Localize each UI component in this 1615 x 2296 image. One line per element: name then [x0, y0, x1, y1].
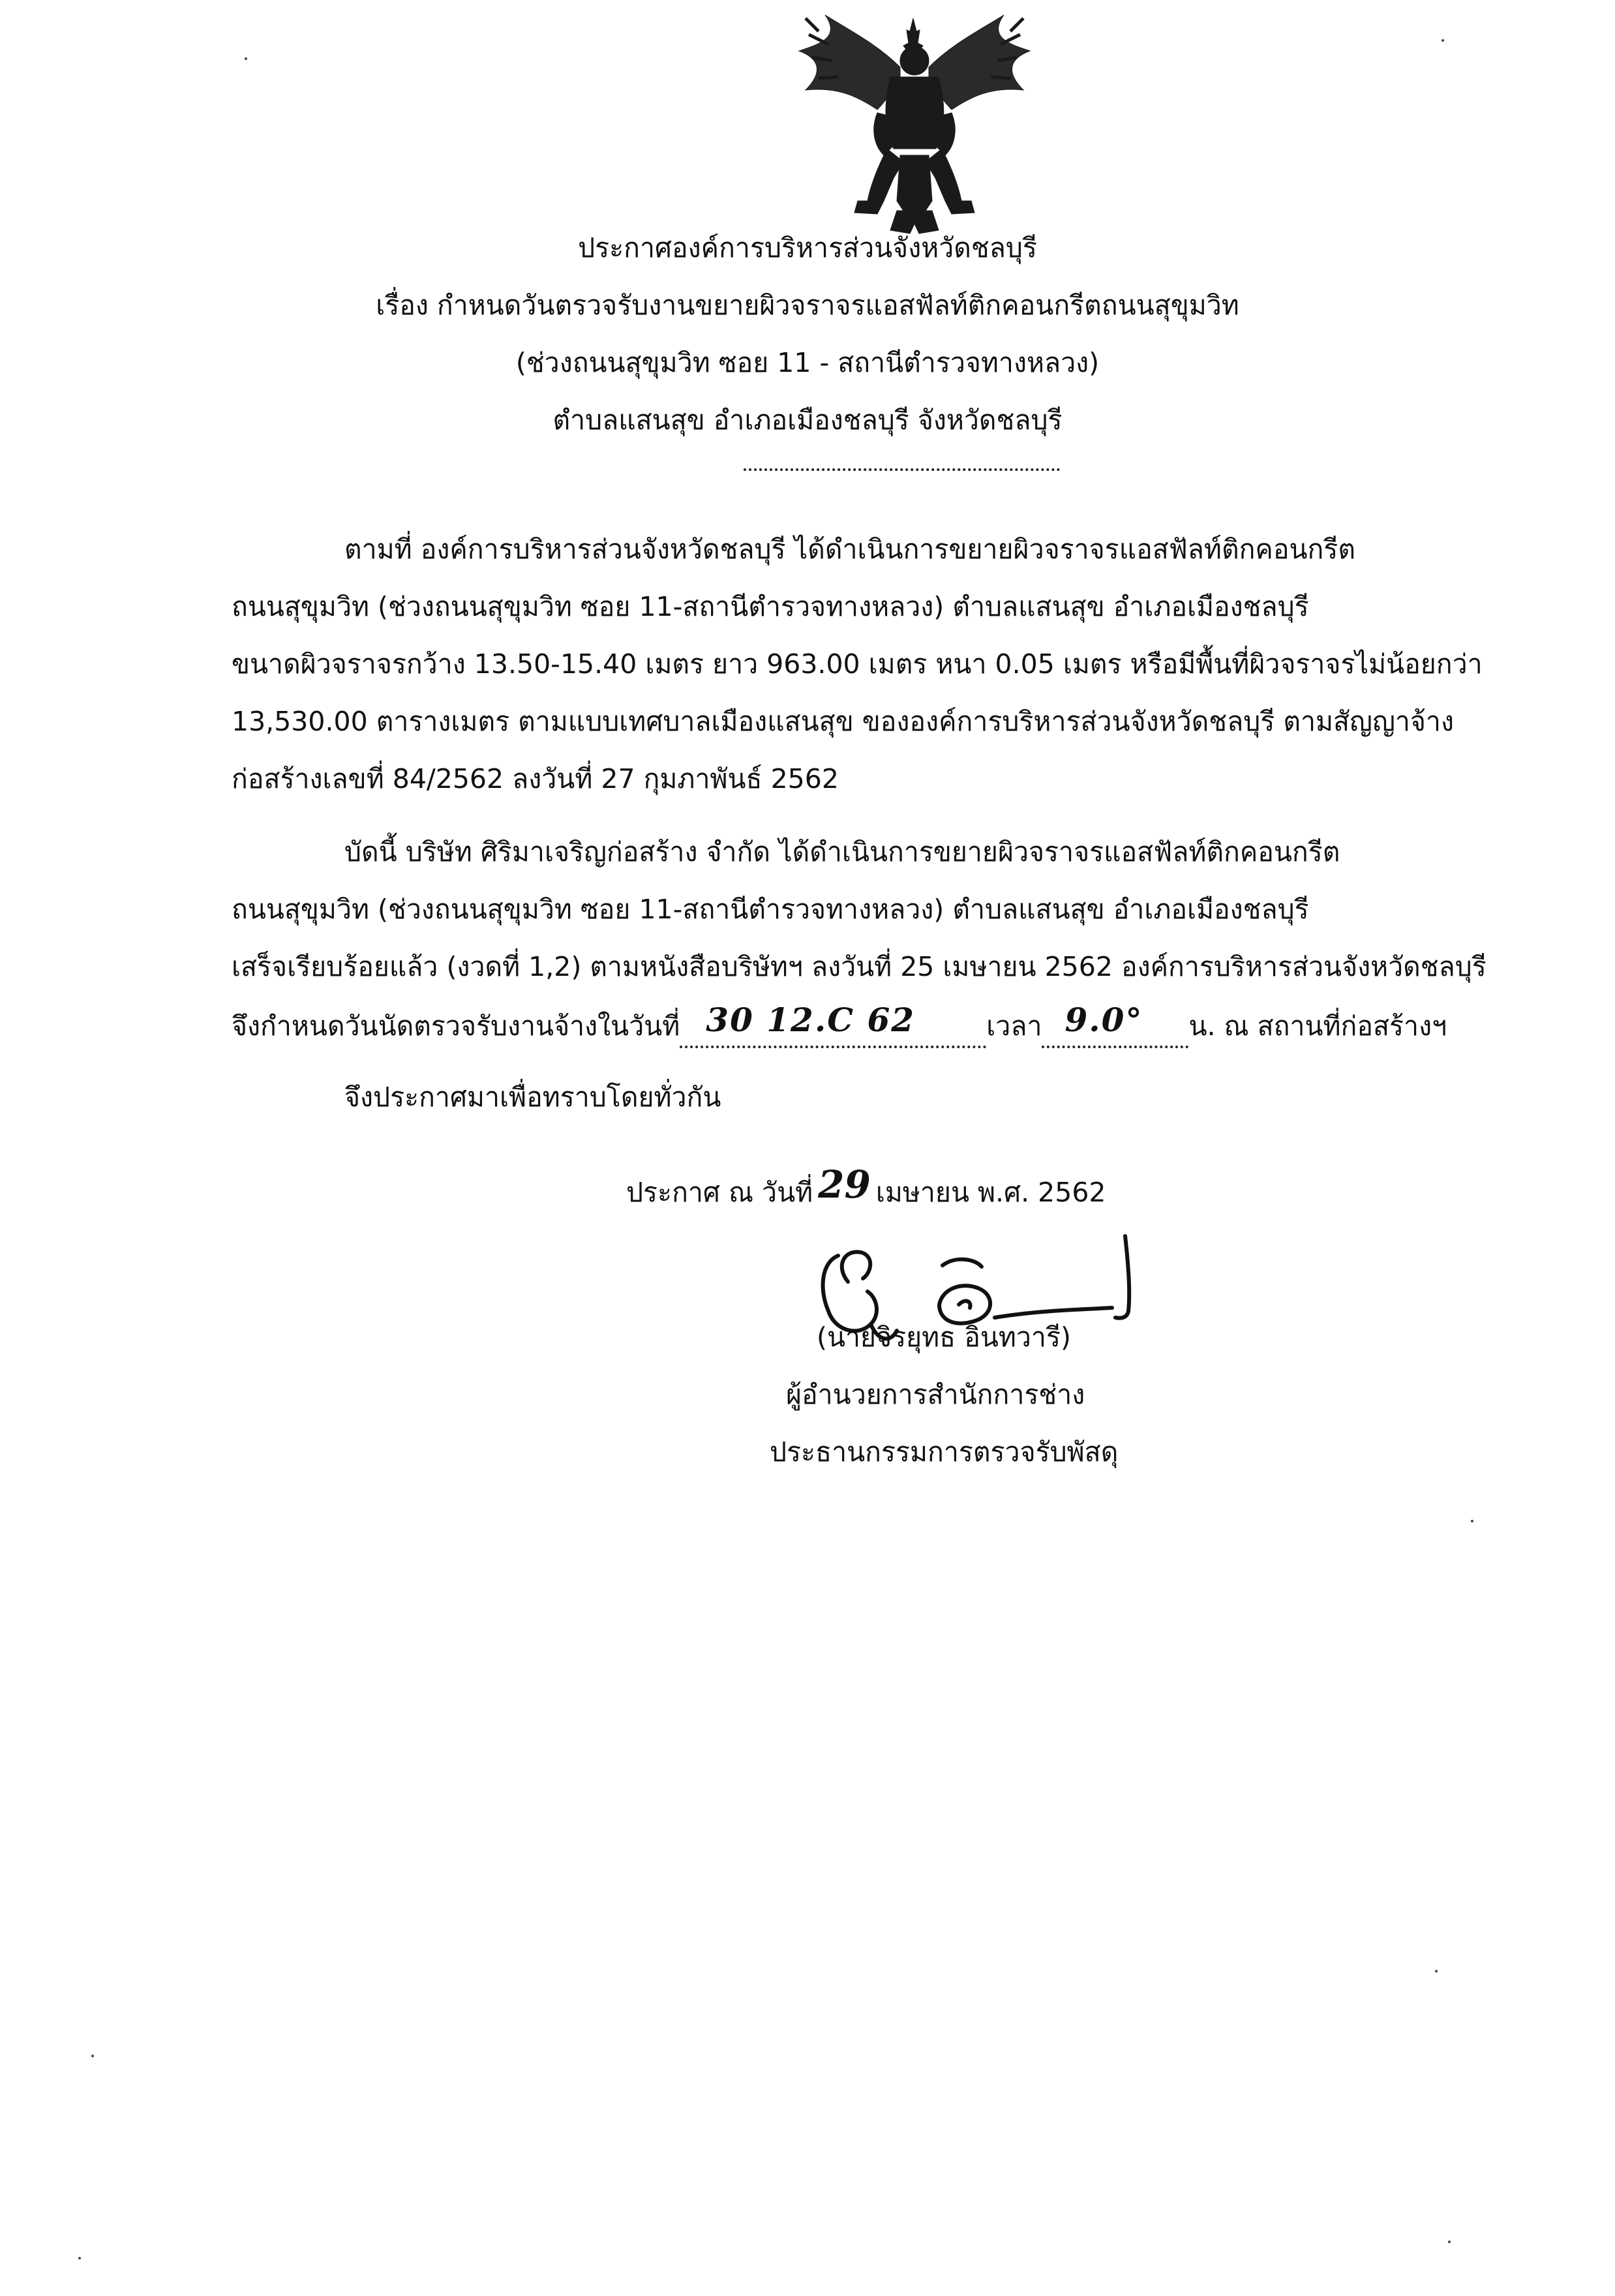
para2-line3: เสร็จเรียบร้อยแล้ว (งวดที่ 1,2) ตามหนังสือบริษัทฯ ลงวันที่ 25 เมษายน 2562 องค์การบริหารส่วนจังหวัดชลบุรี	[232, 951, 1487, 982]
announcement-date	[626, 1162, 1106, 1212]
para2-line4	[232, 1001, 1447, 1048]
appointment-date-handwritten: 30 12.C 62	[706, 1001, 916, 1039]
closing-statement: จึงประกาศมาเพื่อทราบโดยทั่วกัน	[344, 1081, 721, 1113]
appointment-prefix: จึงกำหนดวันนัดตรวจรับงานจ้างในวันที่	[232, 1010, 680, 1042]
header-divider	[744, 468, 1060, 471]
announce-suffix: เมษายน พ.ศ. 2562	[875, 1177, 1106, 1208]
subject-line: เรื่อง กำหนดวันตรวจรับงานขยายผิวจราจรแอสฟัลท์ติกคอนกรีตถนนสุขุมวิท	[376, 290, 1239, 321]
scan-speck	[91, 2055, 94, 2057]
para1-line1: ตามที่ องค์การบริหารส่วนจังหวัดชลบุรี ได้ดำเนินการขยายผิวจราจรแอสฟัลท์ติกคอนกรีต	[344, 534, 1355, 565]
scan-speck	[1448, 2241, 1451, 2243]
garuda-emblem-icon	[779, 5, 1053, 240]
scan-speck	[1471, 1520, 1473, 1522]
para2-line1: บัดนี้ บริษัท ศิริมาเจริญก่อสร้าง จำกัด ได้ดำเนินการขยายผิวจราจรแอสฟัลท์ติกคอนกรีต	[344, 836, 1340, 868]
signatory-committee-role: ประธานกรรมการตรวจรับพัสดุ	[770, 1436, 1119, 1468]
signatory-title: ผู้อำนวยการสำนักการช่าง	[786, 1379, 1085, 1410]
para1-line4: 13,530.00 ตารางเมตร ตามแบบเทศบาลเมืองแสนสุข ขององค์การบริหารส่วนจังหวัดชลบุรี ตามสัญญาจ้าง	[232, 706, 1454, 737]
scan-speck	[245, 57, 247, 60]
para1-line5: ก่อสร้างเลขที่ 84/2562 ลงวันที่ 27 กุมภาพันธ์ 2562	[232, 763, 839, 794]
signatory-name: (นายจิรยุทธ อินทวารี)	[817, 1322, 1071, 1353]
appointment-suffix: น. ณ สถานที่ก่อสร้างฯ	[1188, 1010, 1447, 1042]
appointment-time-handwritten: 9.0°	[1064, 1001, 1143, 1039]
announcement-title: ประกาศองค์การบริหารส่วนจังหวัดชลบุรี	[578, 232, 1037, 264]
announce-day-handwritten: 29	[818, 1162, 871, 1207]
scan-speck	[78, 2257, 81, 2259]
para2-line2: ถนนสุขุมวิท (ช่วงถนนสุขุมวิท ซอย 11-สถานีตำรวจทางหลวง) ตำบลแสนสุข อำเภอเมืองชลบุรี	[232, 894, 1309, 925]
para1-line2: ถนนสุขุมวิท (ช่วงถนนสุขุมวิท ซอย 11-สถานีตำรวจทางหลวง) ตำบลแสนสุข อำเภอเมืองชลบุรี	[232, 591, 1309, 622]
para1-line3: ขนาดผิวจราจรกว้าง 13.50-15.40 เมตร ยาว 963.00 เมตร หนา 0.05 เมตร หรือมีพื้นที่ผิวจราจรไม่น้อยกว่า	[232, 648, 1483, 680]
scan-speck	[1441, 39, 1444, 42]
appointment-time-field	[1042, 1001, 1188, 1048]
appointment-date-field	[680, 1001, 986, 1048]
subject-district: ตำบลแสนสุข อำเภอเมืองชลบุรี จังหวัดชลบุรี	[552, 404, 1063, 436]
appointment-time-label: เวลา	[986, 1010, 1042, 1042]
scan-speck	[1435, 1970, 1438, 1972]
announce-prefix: ประกาศ ณ วันที่	[626, 1177, 813, 1208]
subject-location: (ช่วงถนนสุขุมวิท ซอย 11 - สถานีตำรวจทางหลวง)	[515, 347, 1100, 378]
